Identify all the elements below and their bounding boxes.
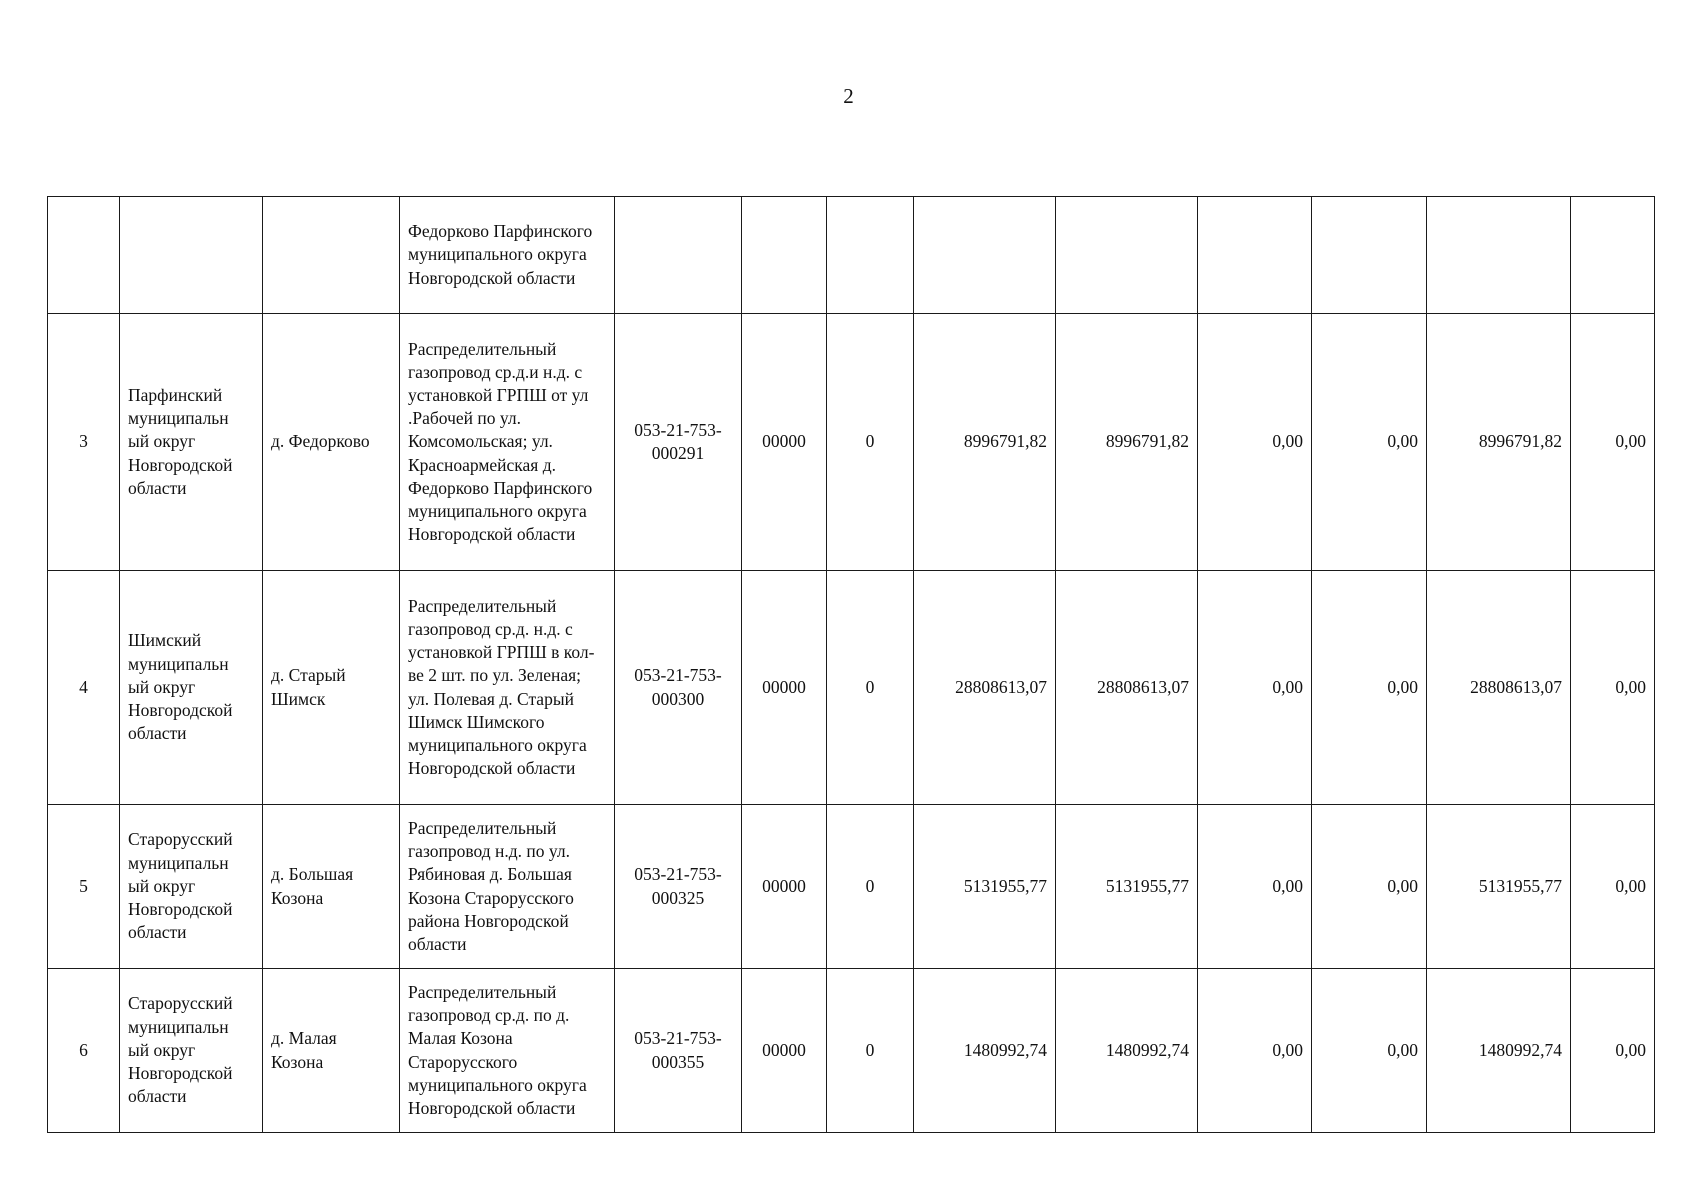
amount-cell-6 [1571,197,1655,314]
gas-pipeline-table [47,196,1655,1133]
amount-cell-5 [1427,197,1571,314]
amount-cell-3: 0,00 [1198,571,1312,805]
object-name-cell: Распределительный газопровод ср.д. по д. Малая Козона Старорусского муниципального округа Новгородской области [400,969,615,1133]
settlement-cell [263,197,400,314]
amount-cell-4: 0,00 [1312,314,1427,571]
amount-cell-2 [1056,197,1198,314]
amount-cell-4: 0,00 [1312,805,1427,969]
object-name-cell: Распределительный газопровод ср.д.и н.д. с установкой ГРПШ от ул .Рабочей по ул. Комсомольская; ул. Красноармейская д. Федорково Парфинского муниципального округа Новгородской области [400,314,615,571]
table-row [48,969,1655,1133]
amount-cell-2: 28808613,07 [1056,571,1198,805]
settlement-cell: д. Большая Козона [263,805,400,969]
row-number-cell: 4 [48,571,120,805]
row-number-cell [48,197,120,314]
settlement-cell: д. Федорково [263,314,400,571]
column-7-cell [827,197,914,314]
amount-cell-5: 8996791,82 [1427,314,1571,571]
column-7-cell: 0 [827,314,914,571]
settlement-cell: д. Старый Шимск [263,571,400,805]
amount-cell-3 [1198,197,1312,314]
column-7-cell: 0 [827,805,914,969]
column-7-cell: 0 [827,571,914,805]
district-cell: Старорусский муниципальн ый округ Новгородской области [120,969,263,1133]
object-code-cell [615,197,742,314]
amount-cell-6: 0,00 [1571,805,1655,969]
object-name-cell: Федорково Парфинского муниципального округа Новгородской области [400,197,615,314]
row-number-cell: 5 [48,805,120,969]
object-code-cell: 053-21-753-000300 [615,571,742,805]
column-6-cell: 00000 [742,314,827,571]
amount-cell-5: 1480992,74 [1427,969,1571,1133]
amount-cell-6: 0,00 [1571,314,1655,571]
column-6-cell: 00000 [742,571,827,805]
amount-cell-3: 0,00 [1198,805,1312,969]
amount-cell-5: 28808613,07 [1427,571,1571,805]
table-row [48,571,1655,805]
object-name-cell: Распределительный газопровод ср.д. н.д. с установкой ГРПШ в кол-ве 2 шт. по ул. Зеленая; ул. Полевая д. Старый Шимск Шимского муниципального округа Новгородской области [400,571,615,805]
amount-cell-5: 5131955,77 [1427,805,1571,969]
object-code-cell: 053-21-753-000325 [615,805,742,969]
row-number-cell: 6 [48,969,120,1133]
amount-cell-2: 8996791,82 [1056,314,1198,571]
table-row [48,805,1655,969]
district-cell: Парфинский муниципальн ый округ Новгородской области [120,314,263,571]
column-6-cell: 00000 [742,805,827,969]
object-name-cell: Распределительный газопровод н.д. по ул. Рябиновая д. Большая Козона Старорусского района Новгородской области [400,805,615,969]
amount-cell-6: 0,00 [1571,571,1655,805]
district-cell [120,197,263,314]
object-code-cell: 053-21-753-000291 [615,314,742,571]
amount-cell-1 [914,197,1056,314]
amount-cell-1: 8996791,82 [914,314,1056,571]
amount-cell-4: 0,00 [1312,571,1427,805]
table-row [48,314,1655,571]
object-code-cell: 053-21-753-000355 [615,969,742,1133]
amount-cell-3: 0,00 [1198,314,1312,571]
amount-cell-1: 5131955,77 [914,805,1056,969]
amount-cell-4: 0,00 [1312,969,1427,1133]
table-row [48,197,1655,314]
column-6-cell: 00000 [742,969,827,1133]
amount-cell-6: 0,00 [1571,969,1655,1133]
district-cell: Шимский муниципальн ый округ Новгородской области [120,571,263,805]
amount-cell-4 [1312,197,1427,314]
district-cell: Старорусский муниципальн ый округ Новгородской области [120,805,263,969]
amount-cell-1: 28808613,07 [914,571,1056,805]
page-number: 2 [843,84,854,108]
amount-cell-3: 0,00 [1198,969,1312,1133]
row-number-cell: 3 [48,314,120,571]
column-7-cell: 0 [827,969,914,1133]
amount-cell-2: 1480992,74 [1056,969,1198,1133]
amount-cell-1: 1480992,74 [914,969,1056,1133]
column-6-cell [742,197,827,314]
settlement-cell: д. Малая Козона [263,969,400,1133]
amount-cell-2: 5131955,77 [1056,805,1198,969]
